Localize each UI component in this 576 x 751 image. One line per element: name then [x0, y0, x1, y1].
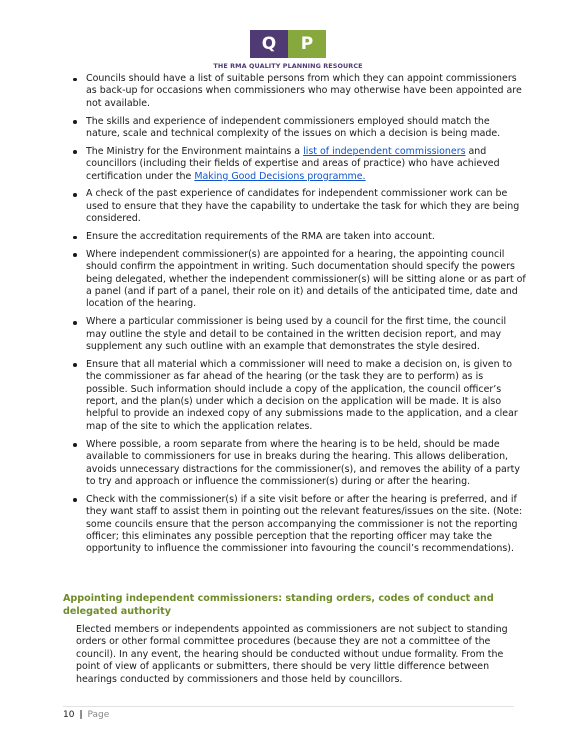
list-item — [86, 146, 526, 183]
page-number: 10 — [63, 710, 75, 720]
list-item: Ensure the accreditation requirements of the RMA are taken into account. — [86, 231, 526, 243]
logo-p-box: P — [288, 30, 326, 58]
list-item-text: and councillors (including their fields of expertise and areas of practice) who have achieved certification under the — [86, 145, 500, 182]
logo-subtitle: THE RMA QUALITY PLANNING RESOURCE — [213, 62, 363, 70]
list-item: The skills and experience of independent commissioners employed should match the nature, scale and technical complexity of the issues on which a decision is being made. — [86, 116, 526, 141]
list-item-text: The Ministry for the Environment maintains a — [86, 145, 304, 157]
list-item: Where a particular commissioner is being used by a council for the first time, the council may outline the style and detail to be contained in the written decision report, and may supplement any such outline with an example that demonstrates the style desired. — [86, 316, 526, 353]
making-good-decisions-link[interactable]: Making Good Decisions programme. — [194, 170, 366, 182]
list-item: A check of the past experience of candidates for independent commissioner work can be used to ensure that they have the capability to undertake the task for which they are being considered. — [86, 188, 526, 225]
section-heading: Appointing independent commissioners: standing orders, codes of conduct and delegated authority — [63, 593, 494, 617]
page-label: Page — [87, 710, 110, 720]
page-footer — [63, 710, 109, 720]
logo-boxes — [0, 30, 576, 58]
footer-divider — [63, 706, 514, 707]
recommendations-list — [86, 73, 526, 561]
list-item: Check with the commissioner(s) if a site visit before or after the hearing is preferred, and if they want staff to assist them in pointing out the relevant features/issues on the site. (Note: some councils ensure that the person accompanying the commissioner is not the reporting officer; this eliminates any possible perception that the reporting officer may take the opportunity to influence the commissioner into favouring the council’s recommendations). — [86, 494, 526, 556]
qp-logo — [0, 30, 576, 70]
section-paragraph: Elected members or independents appointed as commissioners are not subject to standing orders or other formal committee procedures (because they are not a committee of the council). In any event, the hearing should be conducted without undue formality. From the point of view of applicants or submitters, there should be very little difference between hearings conducted by commissioners and those held by councillors. — [76, 624, 508, 685]
list-item: Where possible, a room separate from where the hearing is to be held, should be made available to commissioners for use in breaks during the hearing. This allows deliberation, avoids unnecessary distractions for the commissioner(s), and removes the ability of a party to try and approach or influence the commissioner(s) during or after the hearing. — [86, 439, 526, 489]
footer-separator: | — [79, 710, 83, 720]
commissioners-list-link[interactable]: list of independent commissioners — [303, 145, 466, 157]
list-item: Where independent commissioner(s) are appointed for a hearing, the appointing council should confirm the appointment in writing. Such documentation should specify the powers being delegated, whether the independent commissioner(s) will be sitting alone or as part of a panel (and if part of a panel, their role on it) and details of the anticipated time, date and location of the hearing. — [86, 248, 526, 310]
list-item: Councils should have a list of suitable persons from which they can appoint commissioners as back-up for occasions when commissioners who may otherwise have been appointed are not available. — [86, 73, 526, 110]
list-item: Ensure that all material which a commissioner will need to make a decision on, is given to the commissioner as far ahead of the hearing (or the task they are to perform) as is possible. Such information should include a copy of the application, the council officer’s report, and the plan(s) under which a decision on the application will be made. It is also helpful to provide an indexed copy of any submissions made to the application, and a clear map of the site to which the application relates. — [86, 359, 526, 433]
logo-q-box: Q — [250, 30, 288, 58]
